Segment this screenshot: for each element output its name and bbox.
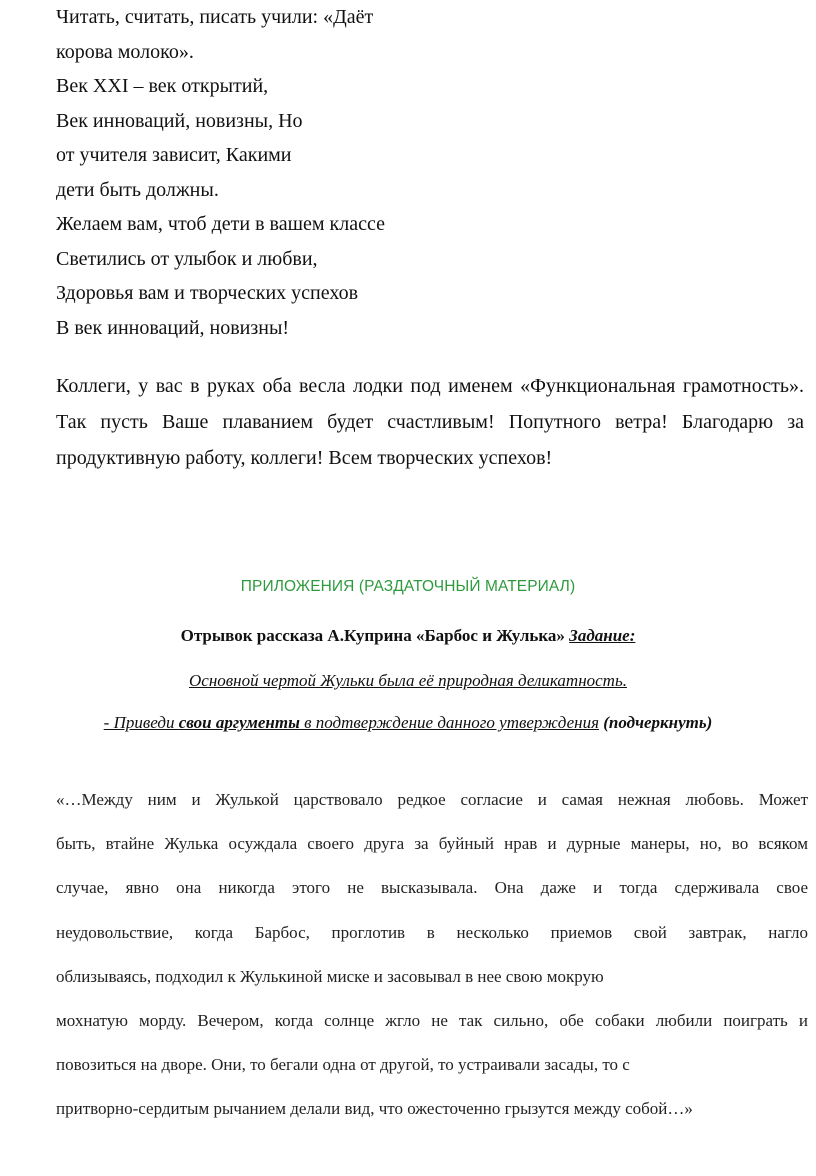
- poem-line: Светились от улыбок и любви,: [56, 247, 318, 270]
- story-excerpt: [56, 785, 808, 1139]
- poem-line: Век инноваций, новизны, Но: [56, 109, 303, 132]
- poem: [56, 0, 756, 345]
- task-label: Задание:: [569, 626, 636, 645]
- poem-line: Век XXI – век открытий,: [56, 75, 269, 97]
- story-line: притворно-сердитым рычанием делали вид, что ожесточенно грызутся между собой…»: [56, 1099, 693, 1119]
- task-statement: Основной чертой Жульки была её природная деликатность.: [189, 671, 627, 690]
- excerpt-heading: [0, 626, 816, 646]
- story-line: облизываясь, подходил к Жулькиной миске и засовывал в нее свою мокрую: [56, 966, 604, 986]
- instruction-bold: свои аргументы: [178, 713, 300, 732]
- instruction-prefix: - Приведи: [103, 713, 179, 732]
- instruction-middle: в подтверждение данного утверждения: [299, 713, 599, 732]
- poem-line: Читать, считать, писать учили: «Даёт: [56, 6, 374, 28]
- story-line: повозиться на дворе. Они, то бегали одна от другой, то устраивали засады, то с: [56, 1055, 630, 1075]
- poem-line: дети быть должны.: [56, 178, 219, 201]
- story-line: неудовольствие, когда Барбос, проглотив в несколько приемов свой завтрак, нагло: [56, 922, 808, 942]
- story-line: «…Между ним и Жулькой царствовало редкое согласие и самая нежная любовь. Может: [56, 790, 808, 809]
- instruction-suffix: (подчеркнуть): [603, 713, 713, 732]
- story-line: быть, втайне Жулька осуждала своего друга за буйный нрав и дурные манеры, но, во всяком: [56, 834, 808, 854]
- closing-paragraph: Коллеги, у вас в руках оба весла лодки под именем «Функциональная грамотность». Так пусть Ваше плаванием будет счастливым! Попутного ветра! Благодарю за продуктивную работу, коллеги! Всем творческих успехов!: [56, 375, 804, 469]
- poem-line: В век инноваций, новизны!: [56, 316, 290, 339]
- poem-line: корова молоко».: [56, 40, 194, 63]
- poem-line: от учителя зависит, Какими: [56, 144, 292, 166]
- story-line: случае, явно она никогда этого не высказывала. Она даже и тогда сдерживала свое: [56, 878, 808, 898]
- task-instruction: [0, 713, 816, 733]
- appendix-title: ПРИЛОЖЕНИЯ (РАЗДАТОЧНЫЙ МАТЕРИАЛ): [240, 578, 576, 595]
- excerpt-title: Отрывок рассказа А.Куприна «Барбос и Жулька»: [180, 626, 565, 645]
- poem-line: Здоровья вам и творческих успехов: [56, 282, 359, 304]
- poem-line: Желаем вам, чтоб дети в вашем классе: [56, 213, 385, 235]
- story-line: мохнатую морду. Вечером, когда солнце жгло не так сильно, обе собаки любили поиграть и: [56, 1010, 808, 1030]
